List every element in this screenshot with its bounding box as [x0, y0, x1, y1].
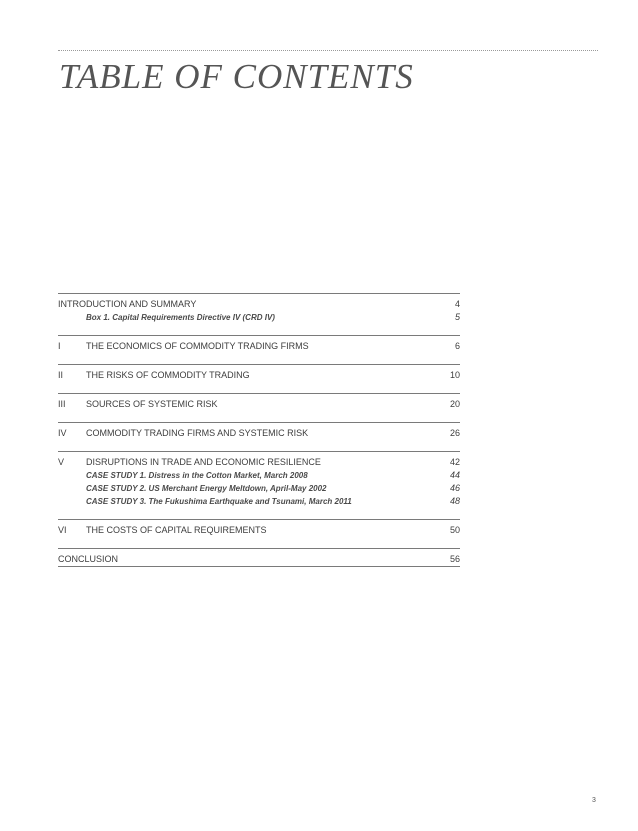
toc-entry-label: THE ECONOMICS OF COMMODITY TRADING FIRMS	[86, 341, 309, 351]
top-dotted-rule	[58, 50, 598, 51]
toc-section-vi	[58, 519, 460, 548]
page-title: TABLE OF CONTENTS	[59, 57, 414, 96]
toc-subentry[interactable]	[58, 482, 460, 495]
toc-entry-number: V	[58, 457, 65, 467]
toc-entry-label: SOURCES OF SYSTEMIC RISK	[86, 399, 218, 409]
toc-section-iii	[58, 393, 460, 422]
toc-subentry-label: Box 1. Capital Requirements Directive IV (CRD IV)	[86, 313, 275, 322]
toc-entry[interactable]	[58, 369, 460, 382]
toc-entry-number: I	[58, 341, 61, 351]
toc-entry-page: 6	[454, 341, 460, 351]
toc-entry-page: 20	[449, 399, 460, 409]
toc-entry[interactable]	[58, 427, 460, 440]
toc-entry-page: 50	[449, 525, 460, 535]
toc-entry-page: 56	[449, 554, 460, 564]
toc-subentry-label: CASE STUDY 1. Distress in the Cotton Market, March 2008	[86, 471, 308, 480]
toc-entry-number: III	[58, 399, 66, 409]
toc-section-conclusion	[58, 548, 460, 567]
toc-subentry[interactable]	[58, 311, 460, 324]
table-of-contents	[58, 293, 460, 567]
toc-subentry-page: 46	[449, 483, 460, 493]
toc-entry-label: THE COSTS OF CAPITAL REQUIREMENTS	[86, 525, 267, 535]
toc-entry-label: COMMODITY TRADING FIRMS AND SYSTEMIC RISK	[86, 428, 309, 438]
toc-entry-page: 10	[449, 370, 460, 380]
toc-entry-label: THE RISKS OF COMMODITY TRADING	[86, 370, 250, 380]
toc-entry-label: DISRUPTIONS IN TRADE AND ECONOMIC RESILIENCE	[86, 457, 321, 467]
toc-entry-number: IV	[58, 428, 67, 438]
toc-entry-number: II	[58, 370, 64, 380]
toc-subentry-page: 44	[449, 470, 460, 480]
toc-section-iv	[58, 422, 460, 451]
toc-entry[interactable]	[58, 398, 460, 411]
toc-entry-label: CONCLUSION	[58, 554, 119, 564]
toc-section-introduction	[58, 293, 460, 335]
toc-subentry[interactable]	[58, 469, 460, 482]
toc-entry-number: VI	[58, 525, 67, 535]
toc-subentry-label: CASE STUDY 2. US Merchant Energy Meltdown, April-May 2002	[86, 484, 327, 493]
page-number: 3	[592, 797, 596, 804]
toc-section-ii	[58, 364, 460, 393]
toc-section-i	[58, 335, 460, 364]
toc-entry-label: INTRODUCTION AND SUMMARY	[58, 299, 197, 309]
toc-entry[interactable]	[58, 456, 460, 469]
toc-section-v	[58, 451, 460, 519]
toc-entry-page: 42	[449, 457, 460, 467]
toc-entry[interactable]	[58, 553, 460, 566]
toc-subentry[interactable]	[58, 495, 460, 508]
toc-entry-page: 4	[454, 299, 460, 309]
toc-entry-page: 26	[449, 428, 460, 438]
toc-subentry-page: 48	[449, 496, 460, 506]
toc-entry[interactable]	[58, 340, 460, 353]
toc-subentry-label: CASE STUDY 3. The Fukushima Earthquake and Tsunami, March 2011	[86, 497, 352, 506]
toc-subentry-page: 5	[454, 312, 460, 322]
toc-entry[interactable]	[58, 524, 460, 537]
toc-entry[interactable]	[58, 298, 460, 311]
